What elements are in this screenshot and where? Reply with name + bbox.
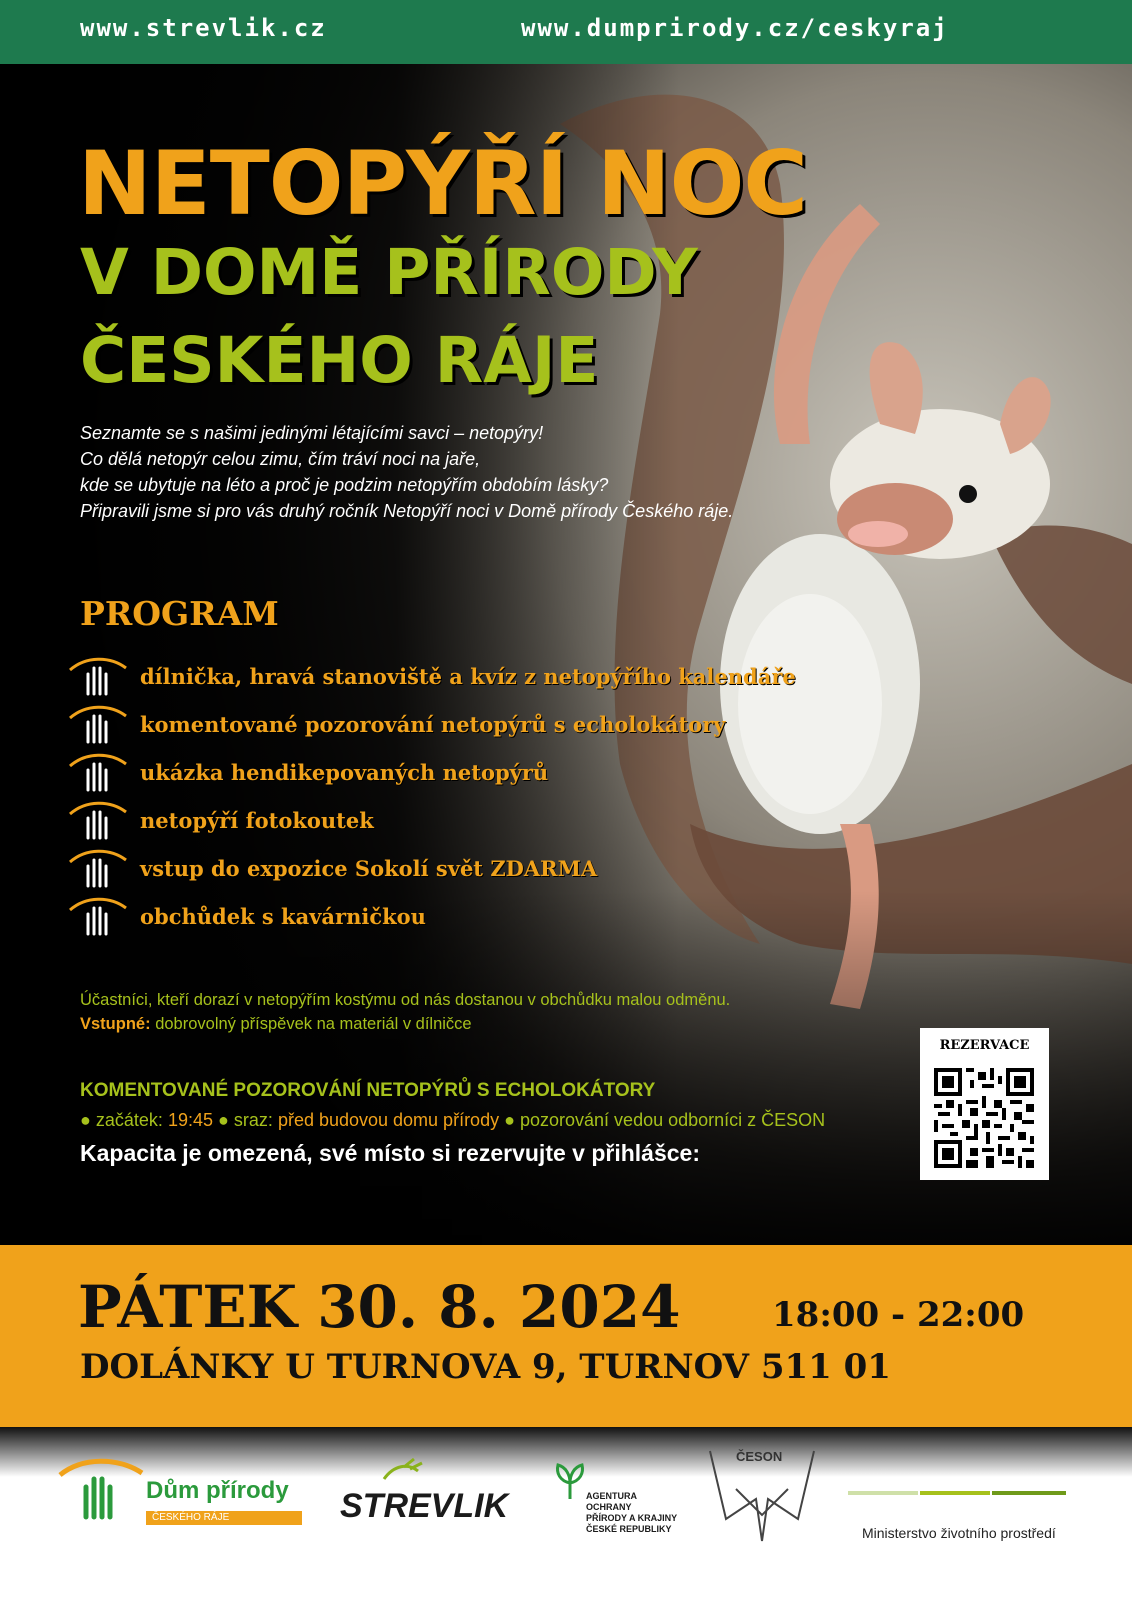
intro-line: Co dělá netopýr celou zimu, čím tráví noci na jaře, [80, 449, 481, 469]
fee-note [80, 1012, 730, 1036]
start-label: začátek: [95, 1110, 163, 1130]
beetle-icon [374, 1457, 434, 1487]
url-strevlik[interactable]: www.strevlik.cz [80, 14, 327, 42]
agentura-line: AGENTURA OCHRANY [586, 1491, 637, 1512]
poster-main [0, 64, 1132, 1245]
hand-icon [66, 894, 130, 940]
observation-details [80, 1110, 825, 1131]
program-item-text: obchůdek s kavárničkou [140, 904, 426, 929]
program-item-text: komentované pozorování netopýrů s echolokátory [140, 712, 726, 737]
logo-agentura[interactable] [550, 1461, 680, 1541]
qr-code-icon[interactable] [934, 1068, 1034, 1168]
hand-icon [66, 846, 130, 892]
strevlik-name: STREVLIK [340, 1487, 509, 1525]
title-line-1: NETOPÝŘÍ NOC [78, 132, 807, 235]
intro-line: kde se ubytuje na léto a proč je podzim netopýřím obdobím lásky? [80, 475, 609, 495]
bullet-icon: ● [218, 1110, 229, 1130]
meet-label: sraz: [233, 1110, 273, 1130]
ministry-bar-icon [848, 1489, 1068, 1497]
fee-text: dobrovolný příspěvek na materiál v dílničce [155, 1015, 472, 1033]
logo-strevlik[interactable] [340, 1457, 510, 1537]
costume-note: Účastníci, kteří dorazí v netopýřím kostýmu od nás dostanou v obchůdku malou odměnu. [80, 991, 731, 1009]
agentura-line: ČESKÉ REPUBLIKY [586, 1524, 672, 1534]
dum-prirody-name: Dům přírody [146, 1477, 289, 1504]
ceson-name: ČESON [736, 1449, 783, 1464]
logo-ministerstvo[interactable] [848, 1483, 1078, 1553]
agentura-line: PŘÍRODY A KRAJINY [586, 1513, 678, 1523]
hand-icon [66, 798, 130, 844]
hand-icon [66, 702, 130, 748]
start-value: 19:45 [167, 1110, 213, 1130]
event-address: DOLÁNKY U TURNOVA 9, TURNOV 511 01 [80, 1347, 891, 1387]
title-line-3: ČESKÉHO RÁJE [80, 324, 599, 397]
fee-label: Vstupné: [80, 1015, 151, 1033]
hand-icon [66, 750, 130, 796]
event-time: 18:00 - 22:00 [772, 1295, 1025, 1335]
program-heading: PROGRAM [80, 594, 279, 633]
event-date: PÁTEK 30. 8. 2024 [78, 1273, 681, 1341]
leaf-icon [550, 1461, 590, 1501]
logo-ceson[interactable] [706, 1449, 826, 1549]
hand-logo-icon [56, 1453, 146, 1533]
notes [80, 988, 730, 1036]
guide-text: pozorování vedou odborníci z ČESON [520, 1110, 826, 1130]
intro-line: Seznamte se s našimi jedinými létajícími savci – netopýry! [80, 423, 544, 443]
capacity-note: Kapacita je omezená, své místo si rezervujte v přihlášce: [80, 1140, 701, 1166]
observation-heading: KOMENTOVANÉ POZOROVÁNÍ NETOPÝRŮ S ECHOLOKÁTORY [80, 1080, 656, 1101]
qr-label: REZERVACE [939, 1038, 1030, 1053]
hand-icon [66, 654, 130, 700]
program-item-text: netopýří fotokoutek [140, 808, 374, 833]
intro-line: Připravili jsme si pro vás druhý ročník Netopýří noci v Domě přírody Českého ráje. [80, 501, 734, 521]
meet-value: před budovou domu přírody [277, 1110, 500, 1130]
dum-prirody-sub: ČESKÉHO RÁJE [146, 1511, 302, 1525]
program-item-text: dílnička, hravá stanoviště a kvíz z netopýřího kalendáře [140, 664, 796, 689]
program-item-text: vstup do expozice Sokolí svět ZDARMA [140, 856, 598, 881]
agentura-name [586, 1491, 680, 1535]
date-bar [0, 1245, 1132, 1427]
qr-reservation[interactable] [920, 1028, 1049, 1180]
program-item-text: ukázka hendikepovaných netopýrů [140, 760, 549, 785]
intro-text [80, 420, 733, 524]
top-bar [0, 0, 1132, 64]
logo-dum-prirody[interactable] [56, 1453, 316, 1533]
bullet-icon: ● [504, 1110, 515, 1130]
ceson-bat-icon [706, 1449, 816, 1549]
bullet-icon: ● [80, 1110, 91, 1130]
url-dumprirody[interactable]: www.dumprirody.cz/ceskyraj [521, 14, 949, 42]
ministerstvo-name: Ministerstvo životního prostředí [862, 1525, 1056, 1541]
title-line-2: V DOMĚ PŘÍRODY [80, 236, 698, 309]
footer-logos [0, 1427, 1132, 1600]
